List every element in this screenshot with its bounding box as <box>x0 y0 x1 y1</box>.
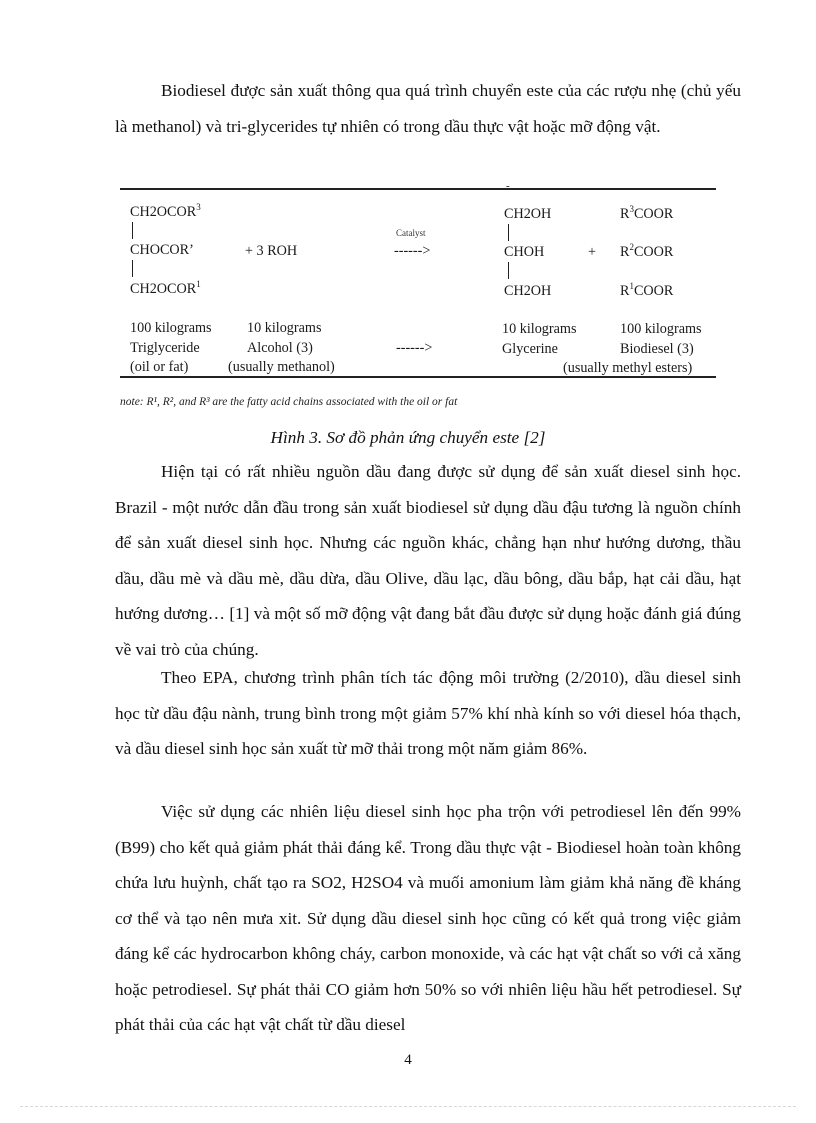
product-ch2oh-bottom: CH2OH <box>504 283 552 299</box>
paragraph-sources: Hiện tại có rất nhiều nguồn dầu đang được sử dụng để sản xuất diesel sinh học. Brazil - một nước dẫn đầu trong sản xuất biodiesel sử dụng dầu đậu tương là nguồn chính để sản xuất diesel sinh học. Nhưng các nguồn khác, chẳng hạn như hướng dương, thầu dầu, dầu mè và dầu mè, dầu dừa, dầu Olive, dầu lạc, dầu bông, dầu bắp, hạt cải dầu, hạt hướng dương… [1] và một số mỡ động vật đang bắt đầu được sử dụng hoặc đánh giá đúng về vai trò của chúng. <box>115 462 741 659</box>
mass-glycerine: 10 kilograms <box>502 321 577 337</box>
note-alcohol: (usually methanol) <box>228 359 335 375</box>
paragraph-epa: Theo EPA, chương trình phân tích tác động môi trường (2/2010), dầu diesel sinh học từ dầu đậu nành, trung bình trong một giảm 57% khí nhà kính so với diesel hóa thạch, và dầu diesel sinh học sản xuất từ mỡ thải trong một năm giảm 86%. <box>115 668 741 758</box>
figure-note: note: R¹, R², and R³ are the fatty acid chains associated with the oil or fat <box>120 396 458 408</box>
plus-sign: + <box>588 244 597 260</box>
name-alcohol: Alcohol (3) <box>247 340 313 356</box>
mass-alcohol: 10 kilograms <box>247 320 322 336</box>
ester-r3coor: $R^3COOR$ <box>620 204 674 222</box>
figure-bottom-rule <box>120 376 716 378</box>
bond-line <box>508 262 509 279</box>
reaction-arrow: ------> <box>394 243 431 259</box>
reactant-chocor: CHOCOR’ <box>130 242 194 258</box>
product-ch2oh-top: CH2OH <box>504 206 552 222</box>
name-biodiesel: Biodiesel (3) <box>620 341 694 357</box>
ester-r1coor: $R^1COOR$ <box>620 281 674 299</box>
plus-3-roh: + 3 ROH <box>245 243 298 259</box>
ester-r2coor: $R^2COOR$ <box>620 242 674 260</box>
mass-biodiesel: 100 kilograms <box>620 321 702 337</box>
figure-top-rule <box>120 188 716 190</box>
note-triglyceride: (oil or fat) <box>130 359 189 375</box>
figure-tick-mark: - <box>506 180 510 192</box>
bond-line <box>132 260 133 277</box>
product-choh: CHOH <box>504 244 545 260</box>
bond-line <box>132 222 133 239</box>
page-bottom-divider <box>20 1106 796 1107</box>
name-glycerine: Glycerine <box>502 341 558 357</box>
paragraph-intro: Biodiesel được sản xuất thông qua quá trình chuyển este của các rượu nhẹ (chủ yếu là methanol) và tri-glycerides tự nhiên có trong dầu thực vật hoặc mỡ động vật. <box>115 81 741 136</box>
mass-triglyceride: 100 kilograms <box>130 320 212 336</box>
page-number: 4 <box>404 1052 412 1068</box>
note-biodiesel: (usually methyl esters) <box>563 360 693 376</box>
paragraph-blend: Việc sử dụng các nhiên liệu diesel sinh học pha trộn với petrodiesel lên đến 99% (B99) cho kết quả giảm phát thải đáng kể. Trong dầu thực vật - Biodiesel hoàn toàn không chứa lưu huỳnh, chất tạo ra SO2, H2SO4 và muối amonium làm giảm khả năng đề kháng cơ thể và tạo nên mưa xit. Sử dụng dầu diesel sinh học cũng có kết quả trong việc giảm đáng kể các hydrocarbon không cháy, carbon monoxide, và các hạt vật chất so với cả xăng hoặc petrodiesel. Sự phát thải CO giảm hơn 50% so với nhiên liệu hầu hết petrodiesel. Sự phát thải của các hạt vật chất từ dầu diesel <box>115 802 741 1034</box>
catalyst-label: Catalyst <box>396 228 426 238</box>
reactant-ch2ocor3: CH2OCOR$^3$ <box>130 202 201 220</box>
bond-line <box>508 224 509 241</box>
reactant-ch2ocor1: CH2OCOR$^1$ <box>130 279 201 297</box>
reaction-arrow-mass: ------> <box>396 340 433 356</box>
name-triglyceride: Triglyceride <box>130 340 200 356</box>
figure-caption: Hình 3. Sơ đồ phản ứng chuyển este [2] <box>270 428 546 447</box>
reaction-figure <box>120 180 720 385</box>
